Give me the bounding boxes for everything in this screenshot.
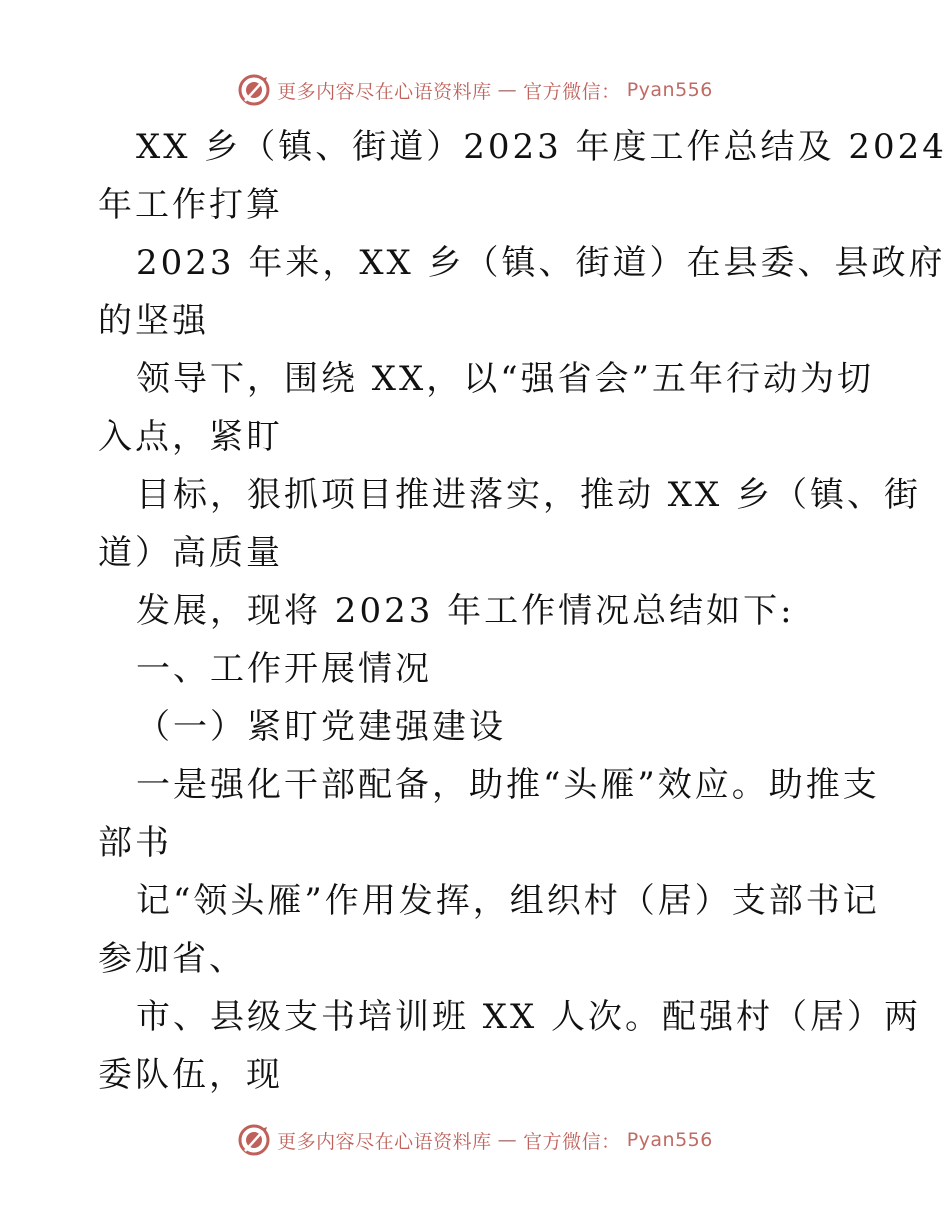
watermark-main-text: 更多内容尽在心语资料库 (277, 80, 492, 103)
watermark-wechat-id: Pyan556 (626, 1129, 713, 1151)
document-line: 领导下，围绕 XX，以“强省会”五年行动为切 (136, 359, 874, 399)
document-line: 入点，紧盯 (98, 417, 283, 457)
watermark-wechat-id: Pyan556 (626, 79, 713, 101)
document-line: 参加省、 (98, 939, 246, 979)
watermark-main-text: 更多内容尽在心语资料库 (277, 1130, 492, 1153)
watermark-label: 官方微信： (523, 1130, 621, 1153)
footer-watermark (0, 1120, 950, 1160)
header-watermark (0, 70, 950, 110)
pen-logo-icon (237, 73, 271, 107)
document-line: 发展，现将 2023 年工作情况总结如下: (136, 591, 795, 631)
document-body (98, 118, 947, 1104)
document-line: 记“领头雁”作用发挥，组织村（居）支部书记 (136, 881, 880, 921)
document-line: 委队伍，现 (98, 1055, 283, 1095)
document-line: 年工作打算 (98, 185, 283, 225)
document-line: 市、县级支书培训班 XX 人次。配强村（居）两 (136, 997, 922, 1037)
document-line: 的坚强 (98, 301, 209, 341)
pen-logo-icon (237, 1123, 271, 1157)
watermark-separator: — (497, 1129, 518, 1151)
watermark-label: 官方微信： (523, 80, 621, 103)
document-line: 目标，狠抓项目推进落实，推动 XX 乡（镇、街 (136, 475, 922, 515)
document-line: 一、工作开展情况 (136, 649, 432, 689)
document-line: 道）高质量 (98, 533, 283, 573)
document-line: XX 乡（镇、街道）2023 年度工作总结及 2024 (136, 127, 947, 167)
document-line: 一是强化干部配备，助推“头雁”效应。助推支 (136, 765, 880, 805)
document-line: 部书 (98, 823, 172, 863)
document-line: 2023 年来，XX 乡（镇、街道）在县委、县政府 (136, 243, 946, 283)
watermark-separator: — (497, 79, 518, 101)
document-line: （一）紧盯党建强建设 (136, 707, 506, 747)
